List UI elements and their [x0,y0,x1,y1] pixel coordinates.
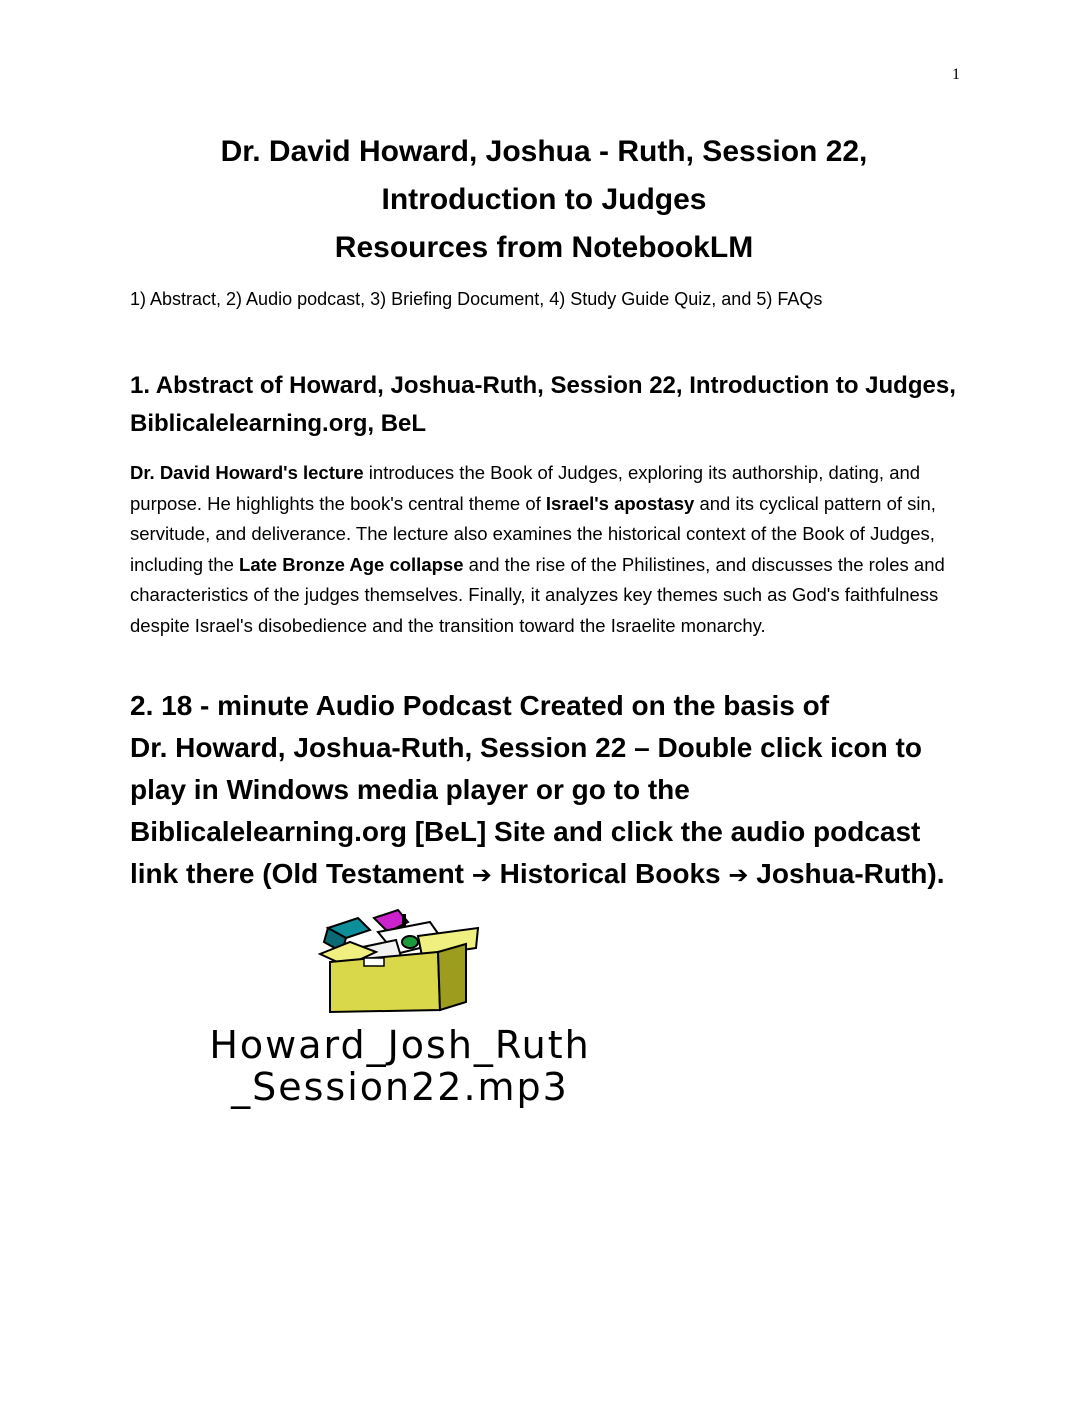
filename-line-1: Howard_Josh_Ruth [209,1023,591,1067]
abstract-paragraph [130,458,960,641]
document-title [0,128,1088,272]
podcast-instructions [130,727,970,896]
page-number: 1 [952,66,960,83]
title-line-1: Dr. David Howard, Joshua - Ruth, Session 22, [220,135,868,168]
abstract-text-2: and its cyclical pattern of sin, servitude, and deliverance. The lecture also examines the historical context of the Book of Judges, including the [130,492,936,575]
arrow-right-icon: ➔ [471,861,492,889]
title-line-2: Introduction to Judges [381,183,707,216]
section-2-heading [130,685,970,896]
abstract-bold-1: Dr. David Howard's lecture [130,462,364,483]
attachment-filename[interactable] [130,1024,670,1108]
package-icon[interactable] [318,908,482,1014]
audio-attachment-icon[interactable] [318,908,482,1014]
arrow-right-icon: ➔ [728,861,749,889]
podcast-text: Dr. Howard, Joshua-Ruth, Session 22 – Double click icon to play in Windows media player or go to the Biblicalelearning.org [BeL] Site and click the audio podcast link there (Old Testament [130,732,922,889]
resources-list: 1) Abstract, 2) Audio podcast, 3) Briefing Document, 4) Study Guide Quiz, and 5) FAQs [130,289,823,309]
abstract-bold-2: Israel's apostasy [545,492,695,514]
abstract-text-3: and the rise of the Philistines, and discusses the roles and characteristics of the judges themselves. Finally, it analyzes key themes such as God's faithfulness despite Israel's disobedience and the transition toward the Israelite monarchy. [130,553,945,636]
abstract-text-1: introduces the Book of Judges, exploring its authorship, dating, and purpose. He highlights the book's central theme of [130,462,921,514]
podcast-text-mid: Historical Books [491,858,729,889]
podcast-text-end: Joshua-Ruth). [748,858,945,889]
podcast-line-1: 2. 18 - minute Audio Podcast Created on the basis of [130,690,830,721]
title-line-3: Resources from NotebookLM [334,231,754,264]
filename-line-2: _Session22.mp3 [231,1065,569,1109]
section-1-heading: 1. Abstract of Howard, Joshua-Ruth, Session 22, Introduction to Judges, Biblicalelearning.org, BeL [130,372,956,437]
abstract-bold-3: Late Bronze Age collapse [239,553,464,575]
